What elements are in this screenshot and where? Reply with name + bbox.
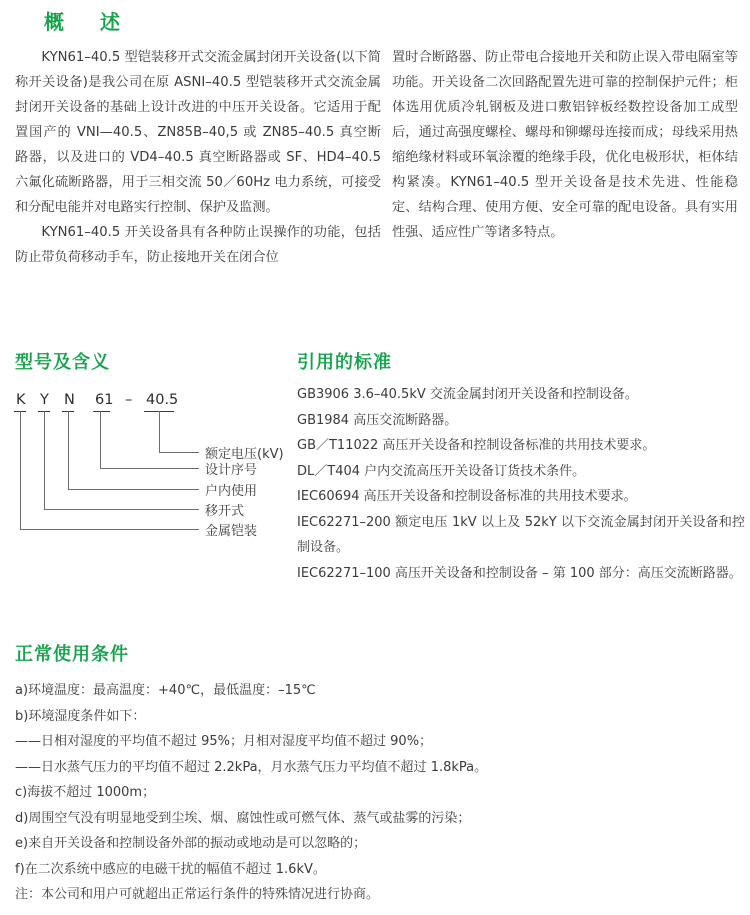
condition-item-e: e)来自开关设备和控制设备外部的振动或地动是可以忽略的； (15, 836, 367, 851)
conditions-list (15, 678, 735, 908)
overview-paragraph: 置时合断路器、防止带电合接地开关和防止误入带电隔室等功能。开关设备二次回路配置先进可靠的控制保护元件；柜体选用优质冷轧钢板及进口敷铝锌板经数控设备加工成型后，通过高强度螺栓、螺母和铆螺母连接而成；母线采用热缩绝缘材料或环氧涂覆的绝缘手段，优化电极形状，柜体结构紧凑。KYN61–40.5 型开关设备是技术先进、性能稳定、结构合理、使用方便、安全可靠的配电设备。具有实用性强、适应性广等诸多特点。 (392, 50, 738, 240)
leader-hline-withdrawable (44, 509, 199, 510)
code-char-dash: – (125, 392, 133, 408)
diagram-label-metal-clad: 金属铠装 (205, 524, 258, 539)
model-designation-diagram (0, 390, 300, 570)
code-char-k: K (16, 392, 26, 408)
section-heading-standards: 引用的标准 (297, 352, 392, 373)
condition-item-f: f)在二次系统中感应的电磁干扰的幅值不超过 1.6kV。 (15, 861, 326, 877)
overview-paragraph: KYN61–40.5 开关设备具有各种防止误操作的功能，包括防止带负荷移动手车，防止接地开关在闭合位 (15, 225, 381, 265)
code-char-405: 40.5 (146, 392, 179, 408)
code-char-y: Y (40, 392, 49, 408)
standard-item: GB／T11022 高压开关设备和控制设备标准的共用技术要求。 (297, 438, 656, 453)
diagram-label-withdrawable: 移开式 (205, 504, 245, 519)
standards-list (297, 382, 745, 586)
diagram-label-design-serial: 设计序号 (205, 463, 258, 478)
standard-item: GB1984 高压交流断路器。 (297, 412, 458, 428)
section-heading-overview: 概 述 (44, 10, 128, 34)
diagram-label-rated-voltage: 额定电压(kV) (205, 447, 284, 462)
leader-hline-indoor-use (68, 489, 199, 490)
section-heading-model-designation: 型号及含义 (15, 352, 110, 373)
condition-note: 注：本公司和用户可就超出正常运行条件的特殊情况进行协商。 (15, 887, 380, 902)
condition-item-d: d)周围空气没有明显地受到尘埃、烟、腐蚀性或可燃气体、蒸气或盐雾的污染； (15, 810, 471, 826)
leader-hline-design-serial (100, 468, 199, 469)
standard-item: IEC60694 高压开关设备和控制设备标准的共用技术要求。 (297, 489, 637, 504)
standard-item: IEC62271–100 高压开关设备和控制设备 – 第 100 部分：高压交流断路器。 (297, 565, 742, 581)
code-underline-61 (93, 411, 110, 412)
overview-left-column (15, 45, 381, 270)
leader-vline-indoor-use (68, 411, 69, 489)
condition-item-c: c)海拔不超过 1000m； (15, 785, 156, 800)
standard-item: GB3906 3.6–40.5kV 交流金属封闭开关设备和控制设备。 (297, 387, 638, 402)
leader-vline-withdrawable (44, 411, 45, 509)
overview-paragraph: KYN61–40.5 型铠装移开式交流金属封闭开关设备(以下简称开关设备)是我公司在原 ASNI–40.5 型铠装移开式交流金属封闭开关设备的基础上设计改进的中压开关设备。它适用于配置国产的 VNI—40.5、ZN85B–40,5 或 ZN85–40.5 真空断路器，以及进口的 VD4–40.5 真空断路器或 SF、HD4–40.5 六氟化硫断路器，用于三相交流 50／60Hz 电力系统，可接受和分配电能并对电路实行控制、保护及监测。 (15, 50, 381, 215)
standard-item: IEC62271–200 额定电压 1kV 以上及 52kY 以下交流金属封闭开关设备和控制设备。 (297, 514, 745, 555)
leader-hline-metal-clad (20, 529, 199, 530)
leader-vline-rated-voltage (159, 411, 160, 452)
condition-item-b: b)环境湿度条件如下： (15, 708, 146, 724)
code-char-n: N (64, 392, 75, 408)
condition-item-b-dash2: ——日水蒸气压力的平均值不超过 2.2kPa，月水蒸气压力平均值不超过 1.8kPa。 (15, 759, 488, 775)
standard-item: DL／T404 户内交流高压开关设备订货技术条件。 (297, 463, 586, 479)
condition-item-b-dash1: ——日相对湿度的平均值不超过 95%；月相对湿度平均值不超过 90%； (15, 734, 433, 749)
overview-right-column (392, 45, 738, 245)
leader-vline-metal-clad (20, 411, 21, 529)
diagram-label-indoor-use: 户内使用 (205, 484, 258, 499)
code-char-61: 61 (95, 392, 114, 408)
condition-item-a: a)环境温度：最高温度：+40℃，最低温度：–15℃ (15, 683, 316, 698)
section-heading-conditions: 正常使用条件 (15, 644, 129, 665)
leader-vline-design-serial (100, 411, 101, 468)
leader-hline-rated-voltage (159, 452, 199, 453)
